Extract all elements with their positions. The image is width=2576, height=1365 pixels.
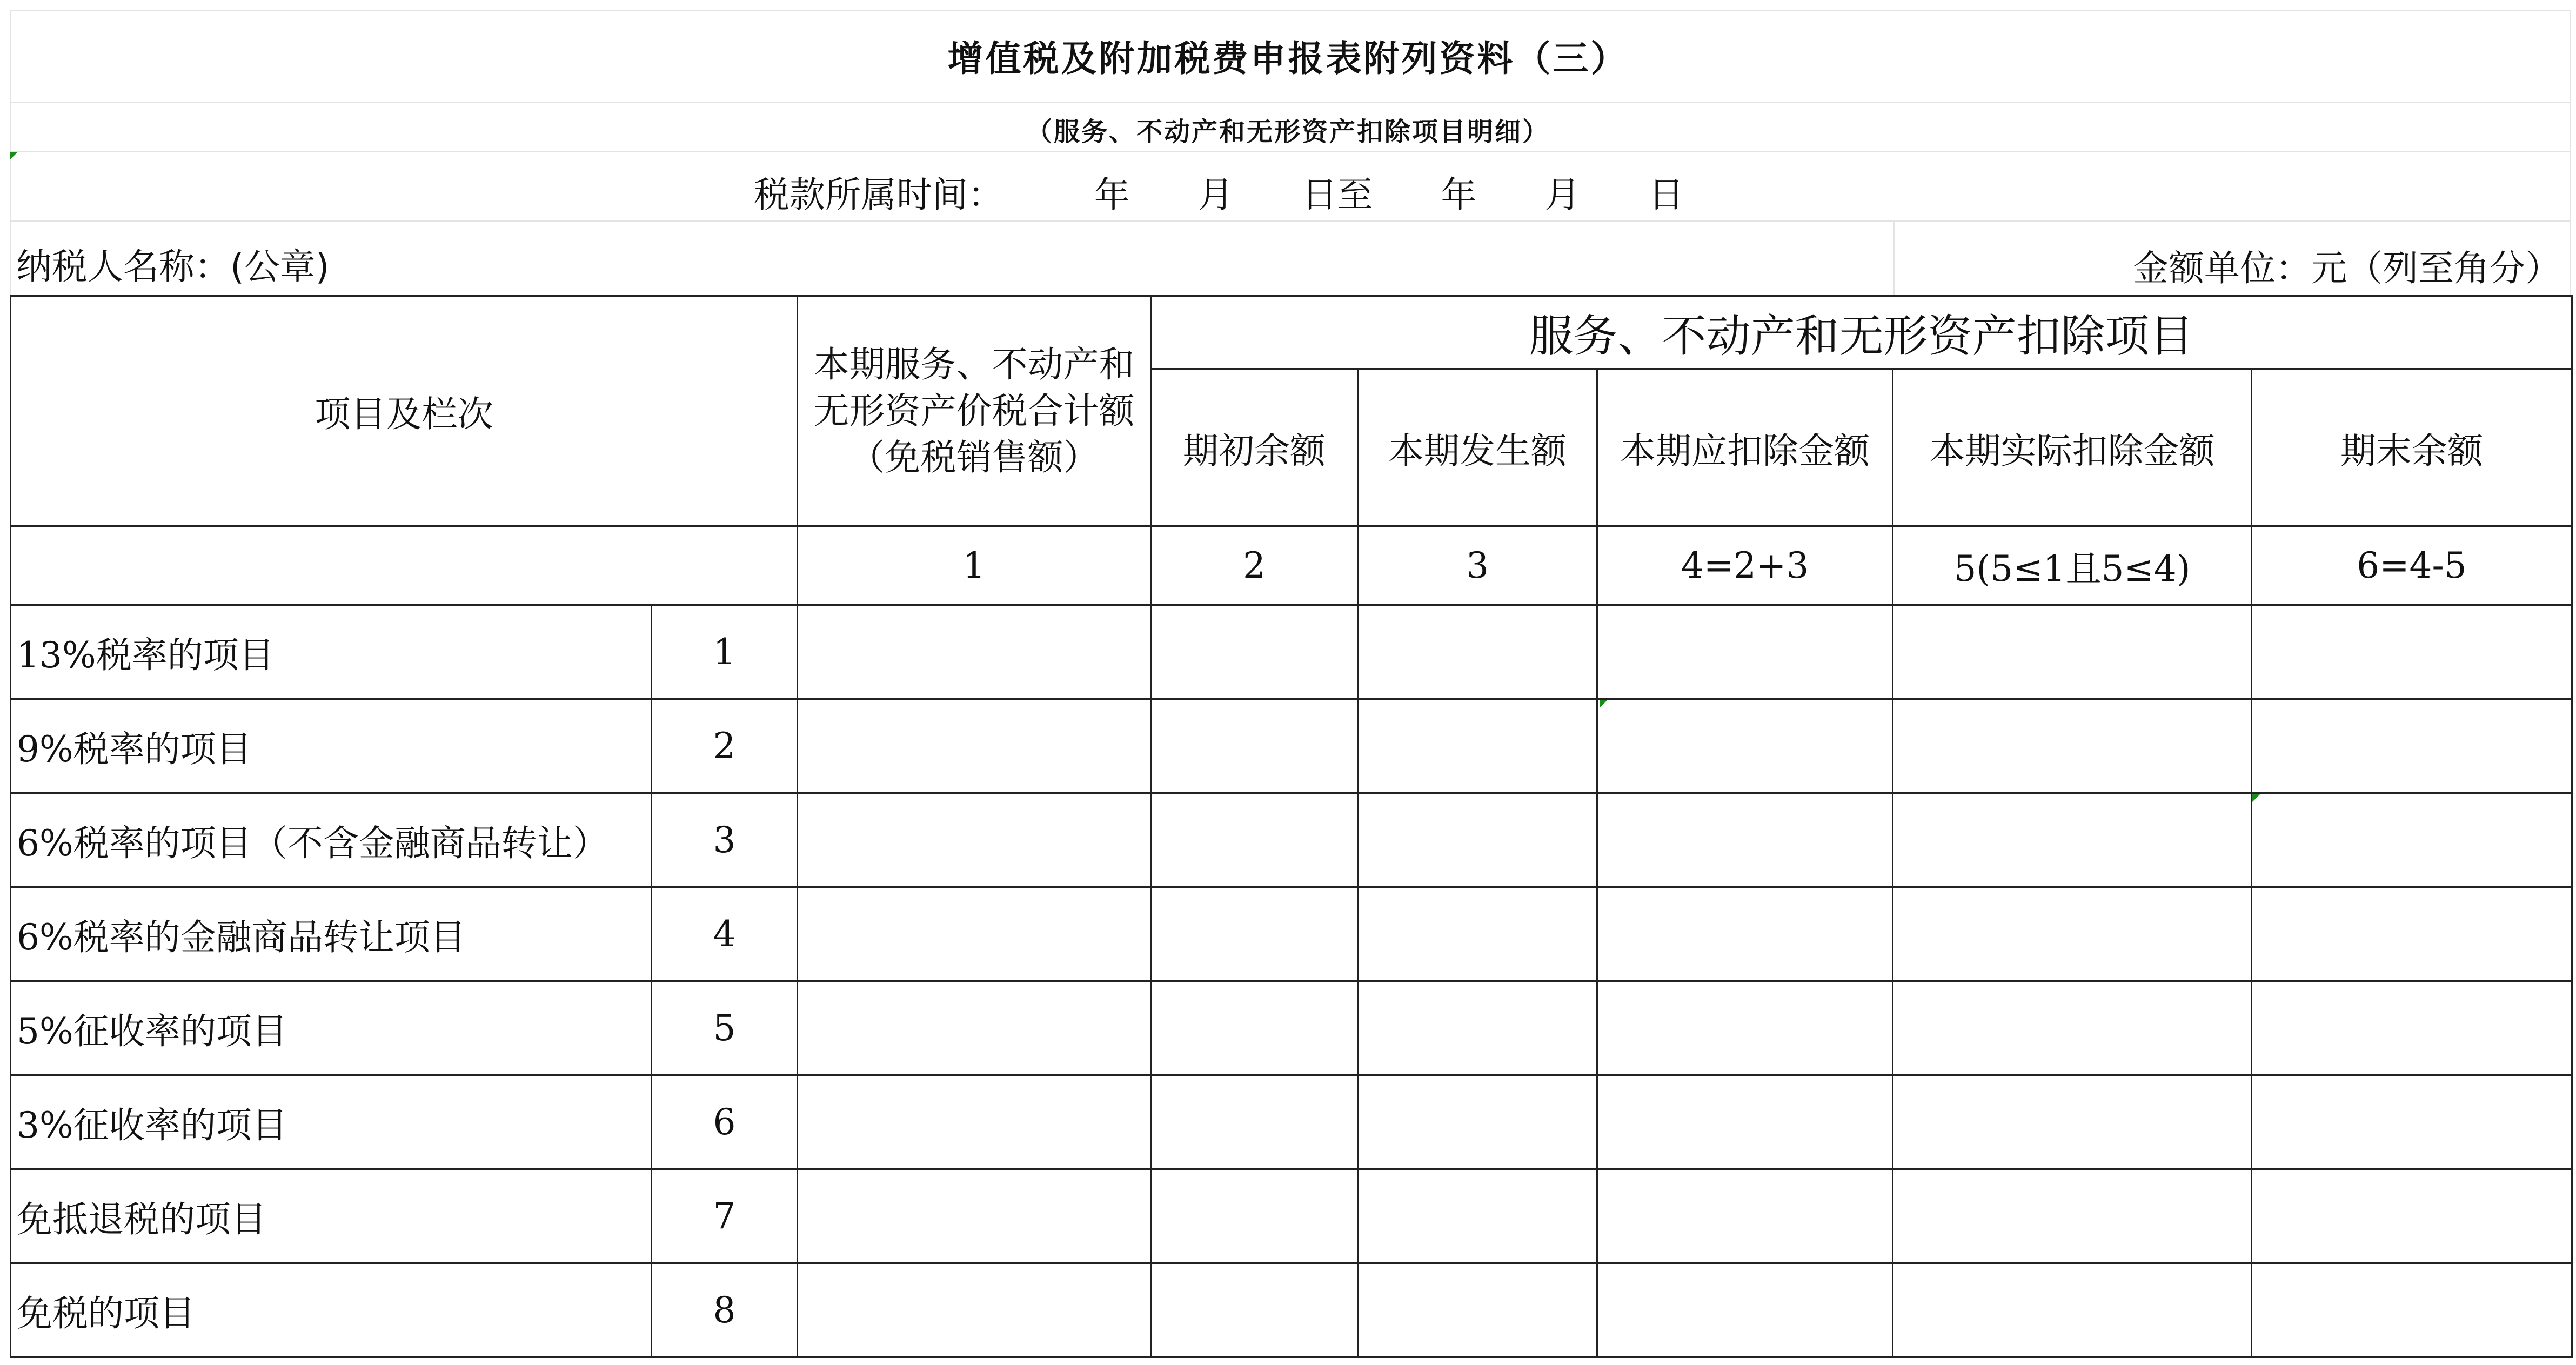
input-cell[interactable] [1151,793,1358,887]
input-cell[interactable] [1358,981,1597,1075]
table-row [11,1075,2572,1169]
col-number: 5(5≤1且5≤4) [1893,526,2252,605]
page-title: 增值税及附加税费申报表附列资料（三） [947,37,1629,79]
row-number: 2 [652,699,798,793]
row-label: 5%征收率的项目 [11,981,652,1075]
input-cell[interactable] [2252,887,2572,981]
row-label: 9%税率的项目 [11,699,652,793]
input-cell[interactable] [1893,1075,2252,1169]
input-cell[interactable] [1893,981,2252,1075]
input-cell[interactable] [2252,793,2572,887]
row-number: 3 [652,793,798,887]
input-cell[interactable] [1358,605,1597,699]
input-cell[interactable] [1893,1263,2252,1357]
row-number: 4 [652,887,798,981]
table-row [11,793,2572,887]
input-cell[interactable] [1893,699,2252,793]
col1-header: 本期服务、不动产和无形资产价税合计额（免税销售额） [798,296,1151,526]
group-header: 服务、不动产和无形资产扣除项目 [1151,296,2572,369]
col-header-opening-balance: 期初余额 [1151,369,1358,526]
col-header-current-amount: 本期发生额 [1358,369,1597,526]
input-cell[interactable] [2252,605,2572,699]
row-number: 5 [652,981,798,1075]
table-row [11,1169,2572,1263]
input-cell[interactable] [2252,699,2572,793]
cell-comment-marker [1600,700,1607,708]
row-label: 免税的项目 [11,1263,652,1357]
row-label: 3%征收率的项目 [11,1075,652,1169]
col-header-deductible-amount: 本期应扣除金额 [1597,369,1893,526]
input-cell[interactable] [1358,887,1597,981]
col-header-closing-balance: 期末余额 [2252,369,2572,526]
row-label: 免抵退税的项目 [11,1169,652,1263]
input-cell[interactable] [1151,1075,1358,1169]
col-number: 4=2+3 [1597,526,1893,605]
input-cell[interactable] [1151,1263,1358,1357]
amount-unit-label: 金额单位：元（列至角分） [2133,247,2561,289]
input-cell[interactable] [1597,1263,1893,1357]
input-cell[interactable] [1358,1263,1597,1357]
table-row [11,699,2572,793]
row-number: 1 [652,605,798,699]
col-number: 1 [798,526,1151,605]
input-cell[interactable] [1151,981,1358,1075]
row-number: 6 [652,1075,798,1169]
input-cell[interactable] [1597,793,1893,887]
col-header-actual-deduction: 本期实际扣除金额 [1893,369,2252,526]
input-cell[interactable] [798,793,1151,887]
input-cell[interactable] [2252,981,2572,1075]
input-cell[interactable] [798,1263,1151,1357]
blank-cell [11,526,798,605]
taxpayer-name-label: 纳税人名称：(公章) [16,246,330,287]
col-number: 6=4-5 [2252,526,2572,605]
input-cell[interactable] [1893,793,2252,887]
row-label: 6%税率的金融商品转让项目 [11,887,652,981]
input-cell[interactable] [1597,699,1893,793]
gridline [1893,220,1895,295]
input-cell[interactable] [1358,1075,1597,1169]
input-cell[interactable] [798,605,1151,699]
input-cell[interactable] [1893,887,2252,981]
input-cell[interactable] [1358,699,1597,793]
input-cell[interactable] [1597,1169,1893,1263]
input-cell[interactable] [1358,1169,1597,1263]
table-row [11,605,2572,699]
cell-comment-marker [2252,794,2260,802]
input-cell[interactable] [1893,605,2252,699]
input-cell[interactable] [798,699,1151,793]
input-cell[interactable] [1597,1075,1893,1169]
input-cell[interactable] [798,887,1151,981]
row-number: 8 [652,1263,798,1357]
gridline [10,10,2571,11]
col-number: 3 [1358,526,1597,605]
input-cell[interactable] [798,1169,1151,1263]
input-cell[interactable] [1597,605,1893,699]
tax-period-line: 税款所属时间： 年 月 日至 年 月 日 [754,174,1684,216]
input-cell[interactable] [2252,1263,2572,1357]
row-label: 13%税率的项目 [11,605,652,699]
input-cell[interactable] [798,1075,1151,1169]
page-subtitle: （服务、不动产和无形资产扣除项目明细） [1026,117,1550,147]
input-cell[interactable] [1358,793,1597,887]
col-number: 2 [1151,526,1358,605]
table-row [11,1263,2572,1357]
cell-comment-marker [10,152,17,160]
deduction-detail-table [10,295,2573,1358]
gridline [10,220,2571,222]
table-row [11,981,2572,1075]
input-cell[interactable] [1151,1169,1358,1263]
row-label: 6%税率的项目（不含金融商品转让） [11,793,652,887]
input-cell[interactable] [1597,887,1893,981]
input-cell[interactable] [1151,699,1358,793]
input-cell[interactable] [1151,887,1358,981]
input-cell[interactable] [2252,1169,2572,1263]
row-number: 7 [652,1169,798,1263]
input-cell[interactable] [798,981,1151,1075]
gridline [10,102,2571,103]
item-header: 项目及栏次 [11,296,798,526]
gridline [10,151,2571,152]
input-cell[interactable] [1893,1169,2252,1263]
table-row [11,887,2572,981]
input-cell[interactable] [1151,605,1358,699]
input-cell[interactable] [1597,981,1893,1075]
input-cell[interactable] [2252,1075,2572,1169]
